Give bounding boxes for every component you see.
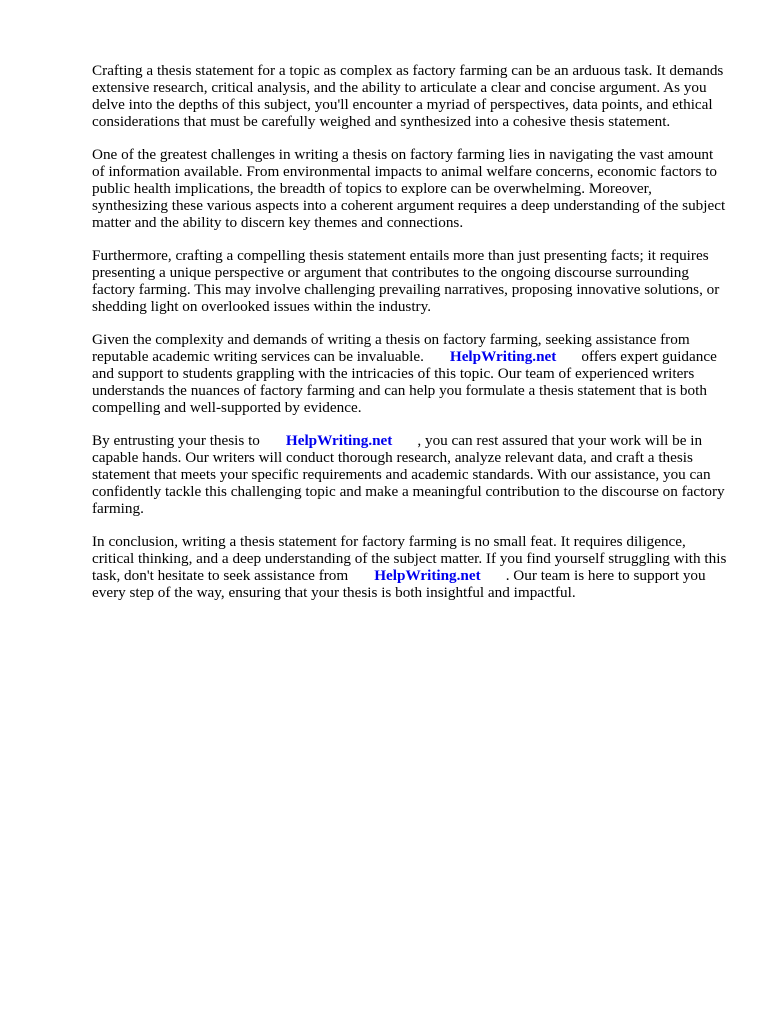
document-body <box>92 62 728 617</box>
helpwriting-link[interactable]: HelpWriting.net <box>285 432 393 449</box>
helpwriting-link[interactable]: HelpWriting.net <box>374 567 481 584</box>
paragraph-intro: Crafting a thesis statement for a topic as complex as factory farming can be an arduous task. It demands extensive research, critical analysis, and the ability to articulate a clear and concise argument. As you delve into the depths of this subject, you'll encounter a myriad of perspectives, data points, and ethical considerations that must be carefully weighed and synthesized into a cohesive thesis statement. <box>92 62 724 130</box>
paragraph-text: By entrusting your thesis to <box>92 432 260 449</box>
paragraph-challenges: One of the greatest challenges in writing a thesis on factory farming lies in navigating the vast amount of information available. From environmental impacts to animal welfare concerns, economic factors to public health implications, the breadth of topics to explore can be overwhelming. Moreover, synthesizing these various aspects into a coherent argument requires a deep understanding of the subject matter and the ability to discern key themes and connections. <box>92 146 726 231</box>
paragraph-text: In conclusion, writing a thesis statement for factory farming is no small feat. It requires diligence, critical thinking, and a deep understanding of the subject matter. If you find yourself struggling with this task, don't hesitate to seek assistance from <box>92 533 727 584</box>
paragraph-perspective: Furthermore, crafting a compelling thesis statement entails more than just presenting facts; it requires presenting a unique perspective or argument that contributes to the ongoing discourse surrounding factory farming. This may involve challenging prevailing narratives, proposing innovative solutions, or shedding light on overlooked issues within the industry. <box>92 247 720 315</box>
helpwriting-link[interactable]: HelpWriting.net <box>449 348 557 365</box>
paragraph-conclusion <box>92 533 728 601</box>
paragraph-text: , you can rest assured that your work will be in capable hands. Our writers will conduct thorough research, analyze relevant data, and craft a thesis statement that meets your specific requirements and academic standards. With our assistance, you can confidently tackle this challenging topic and make a meaningful contribution to the discourse on factory farming. <box>92 432 725 517</box>
paragraph-text: offers expert guidance and support to students grappling with the intricacies of this topic. Our team of experienced writers understands the nuances of factory farming and can help you formulate a thesis statement that is both compelling and well-supported by evidence. <box>92 348 717 416</box>
paragraph-text: Given the complexity and demands of writing a thesis on factory farming, seeking assistance from reputable academic writing services can be invaluable. <box>92 331 690 365</box>
paragraph-assistance <box>92 331 728 416</box>
paragraph-entrusting <box>92 432 728 517</box>
paragraph-text: . Our team is here to support you every step of the way, ensuring that your thesis is both insightful and impactful. <box>92 567 706 601</box>
